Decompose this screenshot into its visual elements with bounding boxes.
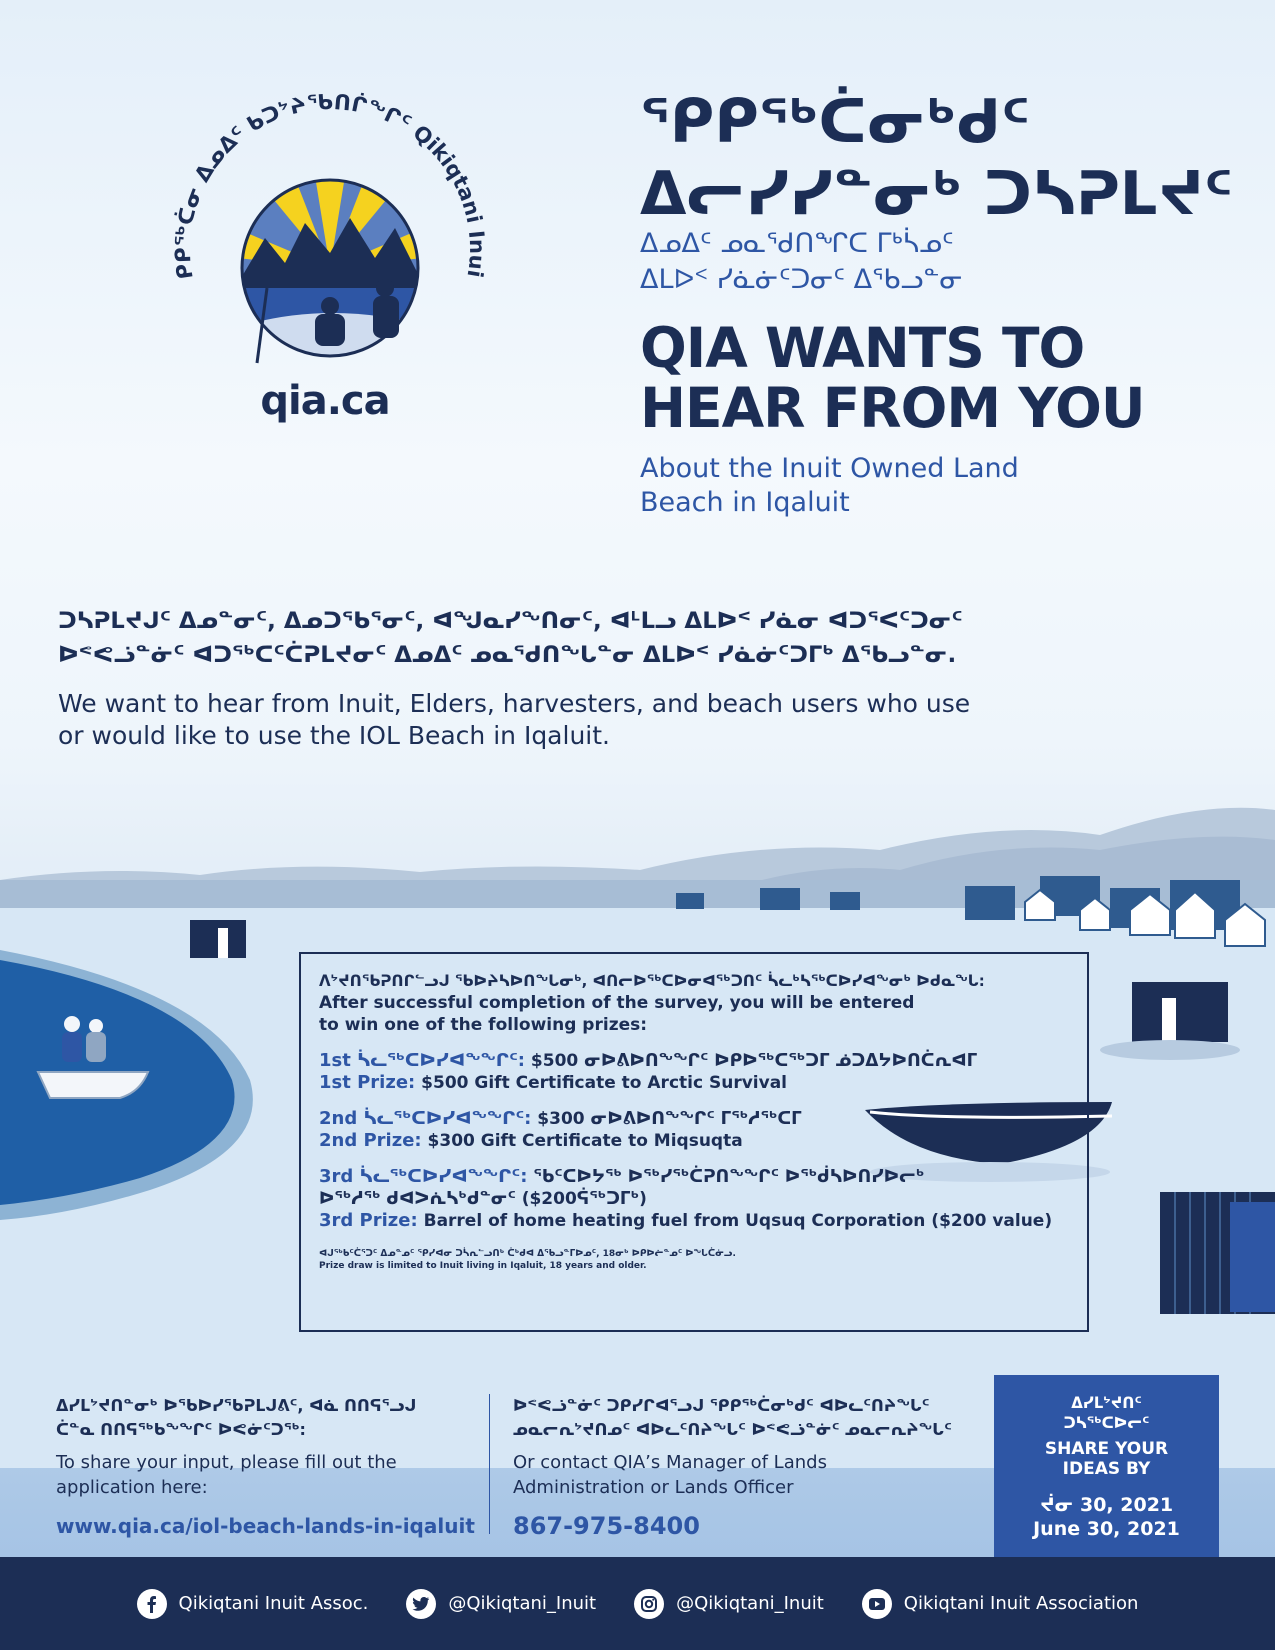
contact-english-1: Or contact QIA’s Manager of Lands bbox=[513, 1452, 827, 1473]
qia-website-label[interactable]: qia.ca bbox=[260, 378, 390, 424]
deadline-english-2: IDEAS BY bbox=[1062, 1459, 1151, 1479]
main-title-line-1: QIA WANTS TO bbox=[640, 316, 1085, 380]
main-title bbox=[640, 318, 1145, 438]
prize-intro-english-1: After successful completion of the survey, you will be entered bbox=[319, 993, 915, 1013]
qia-logo bbox=[165, 88, 495, 378]
contact-english-2: Administration or Lands Officer bbox=[513, 1477, 794, 1498]
prize-2-text: $300 Gift Certificate to Miqsuqta bbox=[427, 1131, 743, 1151]
deadline-date-syllabic: ᔫᓂ 30, 2021 bbox=[1039, 1494, 1174, 1516]
share-section bbox=[56, 1394, 476, 1538]
prize-intro-syllabic: ᐱᔾᔪᑎᖃᕈᑎᒋᓪᓗᒍ ᖃᐅᔨᓴᐅᑎᖓᓂᒃ, ᐊᑎᓕᐅᖅᑕᐅᓂᐊᖅᑐᑎᑦ ᓵᓚᒃᓴᖅᑕᐅᓯᐊᖕᓂᒃ ᐅᑯᓇᖓ: bbox=[319, 972, 985, 990]
share-syllabic-1: ᐃᓯᒪᔾᔪᑎᓐᓂᒃ ᐅᖃᐅᓯᖃᕈᒪᒍᕕᑦ, ᐊᓈ ᑎᑎᕋᕐᓗᒍ bbox=[56, 1396, 417, 1415]
facebook-link[interactable] bbox=[137, 1589, 369, 1619]
intro-english-line-1: We want to hear from Inuit, Elders, harvesters, and beach users who use bbox=[58, 689, 971, 718]
twitter-icon bbox=[406, 1589, 436, 1619]
twitter-link[interactable] bbox=[406, 1589, 596, 1619]
sub-title-line-1: About the Inuit Owned Land bbox=[640, 453, 1019, 484]
prize-fine-print: Prize draw is limited to Inuit living in Iqaluit, 18 years and older. bbox=[319, 1261, 647, 1271]
contact-section bbox=[513, 1394, 973, 1540]
syllabic-subtitle-line-2: ᐃᒪᐅᑉ ᓯᓈᓃᑦᑐᓂᑦ ᐃᖃᓗᓐᓂ bbox=[640, 264, 963, 295]
intro-english-line-2: or would like to use the IOL Beach in Iqaluit. bbox=[58, 721, 610, 750]
prize-1-text-syllabic: $500 ᓂᐅᕕᐅᑎᖕᖏᑦ ᐅᑭᐅᖅᑕᖅᑐᒥ ᓅᑐᐃᔭᐅᑎᑖᕆᐊᒥ bbox=[530, 1051, 978, 1071]
facebook-icon bbox=[137, 1589, 167, 1619]
prize-1-syllabic bbox=[319, 1050, 1069, 1072]
intro-syllabic bbox=[58, 604, 1158, 672]
youtube-label: Qikiqtani Inuit Association bbox=[903, 1593, 1139, 1614]
deadline-syllabic-1: ᐃᓯᒪᔾᔪᑎᑦ bbox=[1071, 1394, 1142, 1412]
prize-2-text-syllabic: $300 ᓂᐅᕕᐅᑎᖕᖏᑦ ᒥᖅᓱᖅᑕᒥ bbox=[537, 1109, 802, 1129]
intro-syllabic-line-1: ᑐᓴᕈᒪᔪᒍᑦ ᐃᓄᓐᓂᑦ, ᐃᓄᑐᖃᕐᓂᑦ, ᐊᖑᓇᓯᖕᑎᓂᑦ, ᐊᒻᒪᓗ ᐃᒪᐅᑉ ᓯᓈᓂ ᐊᑐᕐᐸᑦᑐᓂᑦ bbox=[58, 608, 963, 634]
prize-2-label: 2nd Prize: bbox=[319, 1130, 422, 1151]
prize-3-label: 3rd Prize: bbox=[319, 1210, 418, 1231]
syllabic-title-line-2: ᐃᓕᓯᓯᓐᓂᒃ ᑐᓴᕈᒪᔪᑦ bbox=[640, 159, 1233, 229]
contact-phone[interactable]: 867-975-8400 bbox=[513, 1512, 700, 1540]
facebook-label: Qikiqtani Inuit Assoc. bbox=[178, 1593, 369, 1614]
prize-3-text-syllabic-1: ᖃᑦᑕᐅᔭᖅ ᐅᖅᓯᖅᑖᕈᑎᖕᖏᑦ ᐅᖅᑰᓴᐅᑎᓯᐅᓕᒃ bbox=[533, 1167, 925, 1187]
prize-2-syllabic bbox=[319, 1108, 1069, 1130]
prize-1 bbox=[319, 1072, 1069, 1094]
youtube-icon bbox=[862, 1589, 892, 1619]
prize-1-label: 1st Prize: bbox=[319, 1072, 416, 1093]
intro-english bbox=[58, 688, 1158, 752]
contact-syllabic-1: ᐅᕝᕙᓘᓐᓃᑦ ᑐᑭᓯᒋᐊᕐᓗᒍ ᕿᑭᖅᑖᓂᒃᑯᑦ ᐊᐅᓚᑦᑎᔨᖓᑦ bbox=[513, 1396, 930, 1415]
contact-syllabic-2: ᓄᓇᓕᕆᔾᔪᑎᓄᑦ ᐊᐅᓚᑦᑎᔨᖓᑦ ᐅᕝᕙᓘᓐᓃᑦ ᓄᓇᓕᕆᔨᖓᑦ bbox=[513, 1420, 952, 1439]
prize-2-label-syllabic: 2nd ᓵᓚᖅᑕᐅᓯᐊᖕᖏᑦ: bbox=[319, 1108, 532, 1129]
intro-syllabic-line-2: ᐅᕝᕙᓘᓐᓃᑦ ᐊᑐᖅᑕᑦᑖᕈᒪᔪᓂᑦ ᐃᓄᐃᑦ ᓄᓇᖁᑎᖓᓐᓂ ᐃᒪᐅᑉ ᓯᓈᓃᑦᑐᒥᒃ ᐃᖃᓗᓐᓂ. bbox=[58, 642, 957, 668]
prize-3 bbox=[319, 1210, 1069, 1232]
syllabic-subtitle-line-1: ᐃᓄᐃᑦ ᓄᓇᖁᑎᖏᑕ ᒥᒃᓵᓄᑦ bbox=[640, 228, 954, 259]
youtube-link[interactable] bbox=[862, 1589, 1139, 1619]
deadline-english-1: SHARE YOUR bbox=[1044, 1439, 1169, 1459]
share-syllabic-2: ᑖᓐᓇ ᑎᑎᕋᖅᑲᖕᖏᑦ ᐅᕙᓃᑦᑐᖅ: bbox=[56, 1420, 306, 1439]
syllabic-subtitle bbox=[640, 226, 963, 298]
share-english-2: application here: bbox=[56, 1477, 208, 1498]
deadline-box bbox=[994, 1375, 1219, 1557]
social-footer bbox=[0, 1557, 1275, 1650]
column-divider bbox=[489, 1394, 490, 1534]
sub-title bbox=[640, 452, 1100, 520]
prize-1-text: $500 Gift Certificate to Arctic Survival bbox=[421, 1073, 787, 1093]
syllabic-title-line-1: ᕿᑭᖅᑖᓂᒃᑯᑦ bbox=[640, 87, 1031, 157]
instagram-icon bbox=[634, 1589, 664, 1619]
prize-3-text: Barrel of home heating fuel from Uqsuq Corporation ($200 value) bbox=[423, 1211, 1053, 1231]
deadline-syllabic-2: ᑐᓴᖅᑕᐅᓕᑦ bbox=[1063, 1414, 1150, 1432]
prize-1-label-syllabic: 1st ᓵᓚᖅᑕᐅᓯᐊᖕᖏᑦ: bbox=[319, 1050, 525, 1071]
prize-intro-english-2: to win one of the following prizes: bbox=[319, 1015, 648, 1035]
main-title-line-2: HEAR FROM YOU bbox=[640, 376, 1145, 440]
prize-fine-print-syllabic: ᐊᒍᖅᑲᑦᑖᕐᑐᑦ ᐃᓄᓐᓄᑦ ᕿᓯᐊᓂ ᑐᓵᕆᓪᓗᑎᒃ ᑖᒃᑯᐊ ᐃᖃᓗᓐᒥᐅᓄᑦ, 18ᓂᒃ ᐅᑭᐅᓖᓐᓄᑦ ᐅᖓᑖᓃᓗ. bbox=[319, 1249, 736, 1259]
survey-link[interactable]: www.qia.ca/iol-beach-lands-in-iqaluit bbox=[56, 1514, 475, 1538]
prize-2 bbox=[319, 1130, 1069, 1152]
prize-3-label-syllabic: 3rd ᓵᓚᖅᑕᐅᓯᐊᖕᖏᑦ: bbox=[319, 1166, 528, 1187]
prize-3-syllabic bbox=[319, 1166, 1069, 1188]
deadline-date: June 30, 2021 bbox=[1033, 1518, 1180, 1540]
logo-ring-text: ᑭᑭᖅᑖᓂ ᐃᓄᐃᑦ ᑲᑐᔾᔨᖃᑎᒌᖕᒋᑦ Qikiqtani Inui bbox=[170, 89, 490, 281]
twitter-label: @Qikiqtani_Inuit bbox=[448, 1593, 597, 1614]
prize-box bbox=[299, 952, 1089, 1332]
syllabic-title bbox=[640, 86, 1233, 230]
prize-3-text-syllabic-2: ᐅᖅᓱᖅ ᑯᐊᐳᕇᓴᒃᑯᓐᓂᑦ ($200ᕌᖅᑐᒥᒃ) bbox=[319, 1189, 647, 1209]
sub-title-line-2: Beach in Iqaluit bbox=[640, 487, 850, 518]
share-english-1: To share your input, please fill out the bbox=[56, 1452, 397, 1473]
instagram-label: @Qikiqtani_Inuit bbox=[676, 1593, 824, 1614]
instagram-link[interactable] bbox=[634, 1589, 824, 1619]
